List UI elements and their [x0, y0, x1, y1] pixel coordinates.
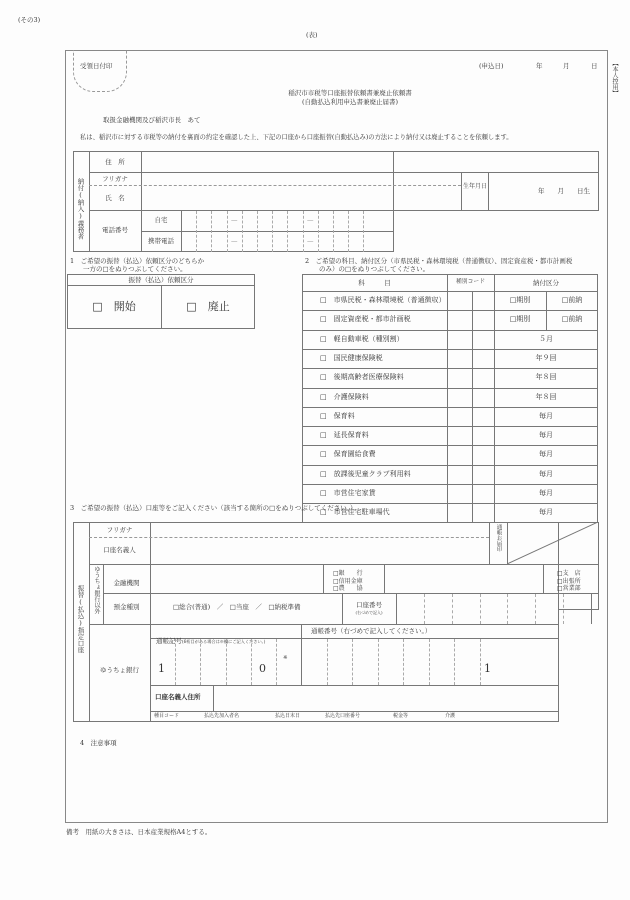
deposit-type-options[interactable]: □総合(普通) ／ □当座 ／ □納税準備	[173, 603, 301, 611]
paper-size-note: 備考 用紙の大きさは、日本産業規格A4とする。	[66, 828, 212, 836]
account-number-cell-divider	[563, 594, 564, 624]
payment-schedule: 毎月	[539, 431, 553, 440]
account-number-cell-divider	[535, 594, 536, 624]
payment-option-installment[interactable]: □期別	[509, 296, 531, 304]
mobile-phone-field[interactable]	[182, 232, 393, 251]
subject-label: □ 固定資産税・都市計画税	[320, 315, 411, 324]
section1-instruction-1: 1 ご希望の振替（払込）依頼区分のどちらか	[70, 257, 205, 265]
account-number-cell-divider	[424, 594, 425, 624]
passbook-number-cell-divider	[378, 639, 379, 685]
phone-dash: —	[306, 237, 314, 245]
account-furigana-field[interactable]	[151, 523, 488, 536]
phone-dash: —	[230, 237, 238, 245]
passbook-code-digit-1: 1	[158, 662, 165, 675]
start-label: 開始	[113, 300, 136, 313]
footer-item: 税金等	[393, 713, 409, 719]
payment-schedule: 毎月	[539, 450, 553, 459]
home-phone-field[interactable]	[182, 211, 393, 230]
address-field[interactable]	[142, 152, 597, 171]
payer-furigana-field[interactable]	[142, 173, 460, 184]
subject-header: 科 目	[358, 279, 391, 287]
passbook-code-cell-divider	[175, 639, 176, 685]
option-stop[interactable]	[161, 301, 255, 312]
passbook-number-cell-divider	[429, 639, 430, 685]
subject-label: □ 後期高齢者医療保険料	[320, 373, 404, 382]
payment-option-installment[interactable]: □期別	[509, 315, 531, 324]
institution-label: 金融機関	[113, 579, 140, 587]
footer-item: 種目コード	[154, 713, 180, 719]
apply-date-label: (申込日)	[479, 62, 504, 70]
phone-dash: —	[306, 216, 314, 224]
passbook-number-digit-last: 1	[484, 662, 491, 675]
footer-item: 払込日末日	[275, 713, 301, 719]
type-agricultural-coop[interactable]: □農 協	[333, 585, 363, 592]
payment-schedule: 年８回	[535, 392, 557, 401]
type-sub-branch[interactable]: □出張所	[557, 577, 581, 585]
subject-label: □ 介護保険料	[320, 392, 369, 401]
passbook-number-label: 通帳番号（右づめで記入してください。）	[311, 627, 432, 635]
type-sales-dept[interactable]: □営業部	[557, 585, 581, 592]
holder-address-label: 口座名義人住所	[155, 693, 201, 701]
subject-label: □ 軽自動車税（種別割）	[320, 334, 404, 343]
phone-label: 電話番号	[102, 226, 128, 234]
passbook-number-cell-divider	[480, 639, 481, 685]
account-number-cell-divider	[507, 594, 508, 624]
stop-label: 廃止	[207, 300, 230, 313]
payment-schedule: 年８回	[535, 373, 557, 382]
account-number-label: 口座番号	[356, 601, 382, 609]
section2-instruction-2: のみ）の□をぬりつぶしてください。	[319, 265, 430, 273]
subject-label: □ 延長保育料	[320, 431, 369, 440]
institution-name-field[interactable]	[151, 565, 323, 593]
phone-dash: —	[230, 216, 238, 224]
payment-header: 納付区分	[533, 279, 559, 287]
form-number: (その3)	[18, 16, 41, 24]
institution-types[interactable]	[333, 570, 363, 593]
section1-instruction-2: 一方の□をぬりつぶしてください。	[83, 265, 187, 273]
payer-group-label: 納付(納入)義務者	[76, 178, 85, 240]
address-label: 住 所	[105, 158, 125, 166]
name-label: 氏 名	[105, 194, 125, 202]
passbook-code-cell-divider	[226, 639, 227, 685]
section3-instruction: 3 ご希望の振替（払込）口座等をご記入ください（該当する箇所の□をぬりつぶしてください。）。	[70, 504, 360, 512]
furigana-label: フリガナ	[102, 175, 128, 183]
footer-item: 払込先口座番号	[325, 713, 361, 719]
passbook-code-cell-divider	[276, 639, 277, 685]
payment-schedule: 毎月	[539, 469, 553, 478]
stop-checkbox[interactable]: □	[186, 300, 197, 313]
section2-instruction-1: 2 ご希望の科目、納付区分（市県民税・森林環境税（普通徴収）、固定資産税・都市計画税	[305, 257, 573, 265]
passbook-code-cell-divider	[251, 639, 252, 685]
subject-label: □ 放課後児童クラブ利用料	[320, 469, 411, 478]
code-header: 種別コード	[456, 279, 485, 285]
statement: 私は、稲沢市に対する市税等の納付を裏面の約定を確認した上、下記の口座から口座振替(自動払込み)の方法により納付又は廃止することを依頼します。	[80, 134, 513, 141]
notes-area	[67, 752, 605, 820]
form-subtitle: (自動払込利用申込書兼廃止届書)	[301, 98, 399, 106]
birth-date-field[interactable]: 年 月 日生	[538, 187, 590, 195]
subject-label: □ 保育園給食費	[320, 450, 376, 459]
apply-date-month: 月	[563, 62, 570, 70]
request-type-header: 振替（払込）依頼区分	[128, 276, 194, 284]
apply-date-year: 年	[536, 62, 543, 70]
mobile-phone-label: 携帯電話	[148, 237, 174, 245]
type-bank[interactable]: □銀 行	[333, 570, 363, 577]
yucho-label: ゆうちょ銀行	[100, 666, 139, 674]
account-group-label: 振替(払込)指定口座	[76, 585, 85, 653]
account-holder-field[interactable]	[151, 538, 488, 563]
seal-area-diagonal	[507, 522, 598, 564]
personal-use-tag: 【本人控用】	[611, 60, 618, 96]
payment-schedule: 毎月	[539, 411, 553, 420]
start-checkbox[interactable]: □	[92, 300, 103, 313]
payer-name-field[interactable]	[142, 186, 460, 209]
subject-label: □ 市営住宅駐車場代	[320, 508, 390, 517]
branch-types[interactable]	[557, 570, 581, 593]
birth-date-label: 生年月日	[463, 183, 488, 190]
payment-option-prepay[interactable]: □前納	[561, 315, 583, 324]
branch-name-field[interactable]	[385, 565, 542, 592]
deposit-type-label: 預金種別	[113, 603, 140, 611]
type-branch[interactable]: □支 店	[557, 570, 581, 577]
payment-option-prepay[interactable]: □前納	[561, 296, 583, 304]
passbook-number-cell-divider	[403, 639, 404, 685]
subject-label: □ 市営住宅家賃	[320, 489, 376, 497]
section4-label: 4 注意事項	[80, 739, 117, 747]
passbook-code-note: (6桁目がある場合は※欄にご記入ください。)	[182, 639, 266, 644]
apply-date-day: 日	[591, 62, 598, 70]
footer-item: 払込先加入者名	[204, 713, 240, 719]
passbook-number-cell-divider	[327, 639, 328, 685]
account-number-cell-divider	[452, 594, 453, 624]
passbook-code-extra-mark: ※	[283, 655, 288, 661]
account-furigana-label: フリガナ	[106, 526, 133, 534]
footer-item: 介護	[445, 713, 456, 719]
account-holder-label: 口座名義人	[103, 546, 136, 554]
subject-label: □ 国民健康保険税	[320, 353, 383, 362]
seal-label: 通帳お届印	[495, 524, 502, 552]
account-number-note: (右づめで記入)	[355, 610, 383, 615]
side-label: (表)	[306, 31, 318, 39]
subject-label: □ 市県民税・森林環境税（普通徴収）	[320, 296, 446, 304]
payment-schedule: 毎月	[539, 489, 553, 497]
passbook-code-digit-5: 0	[259, 662, 266, 675]
form-title: 稲沢市市税等口座振替依頼書兼廃止依頼書	[288, 89, 412, 97]
type-credit-union[interactable]: □信用金庫	[333, 577, 363, 585]
option-start[interactable]	[67, 301, 161, 312]
passbook-code-cell-divider	[200, 639, 201, 685]
payment-schedule: 毎月	[539, 508, 553, 517]
passbook-number-cell-divider	[454, 639, 455, 685]
account-number-cell-divider	[480, 594, 481, 624]
home-phone-label: 自宅	[154, 216, 168, 224]
payment-schedule: 年９回	[535, 353, 557, 362]
passbook-code-header	[156, 628, 265, 647]
passbook-number-cell-divider	[352, 639, 353, 685]
passbook-code-label: 通帳記号	[156, 637, 182, 645]
reception-stamp-area	[73, 50, 127, 92]
reception-stamp-label: 受領日付印	[80, 62, 113, 70]
holder-address-field[interactable]	[214, 686, 558, 710]
payment-schedule: ５月	[539, 334, 553, 343]
addressee: 取扱金融機関及び稲沢市長 あて	[103, 116, 201, 124]
subject-label: □ 保育料	[320, 411, 355, 420]
non-yucho-label: ゆうちょ銀行以外	[93, 566, 100, 614]
